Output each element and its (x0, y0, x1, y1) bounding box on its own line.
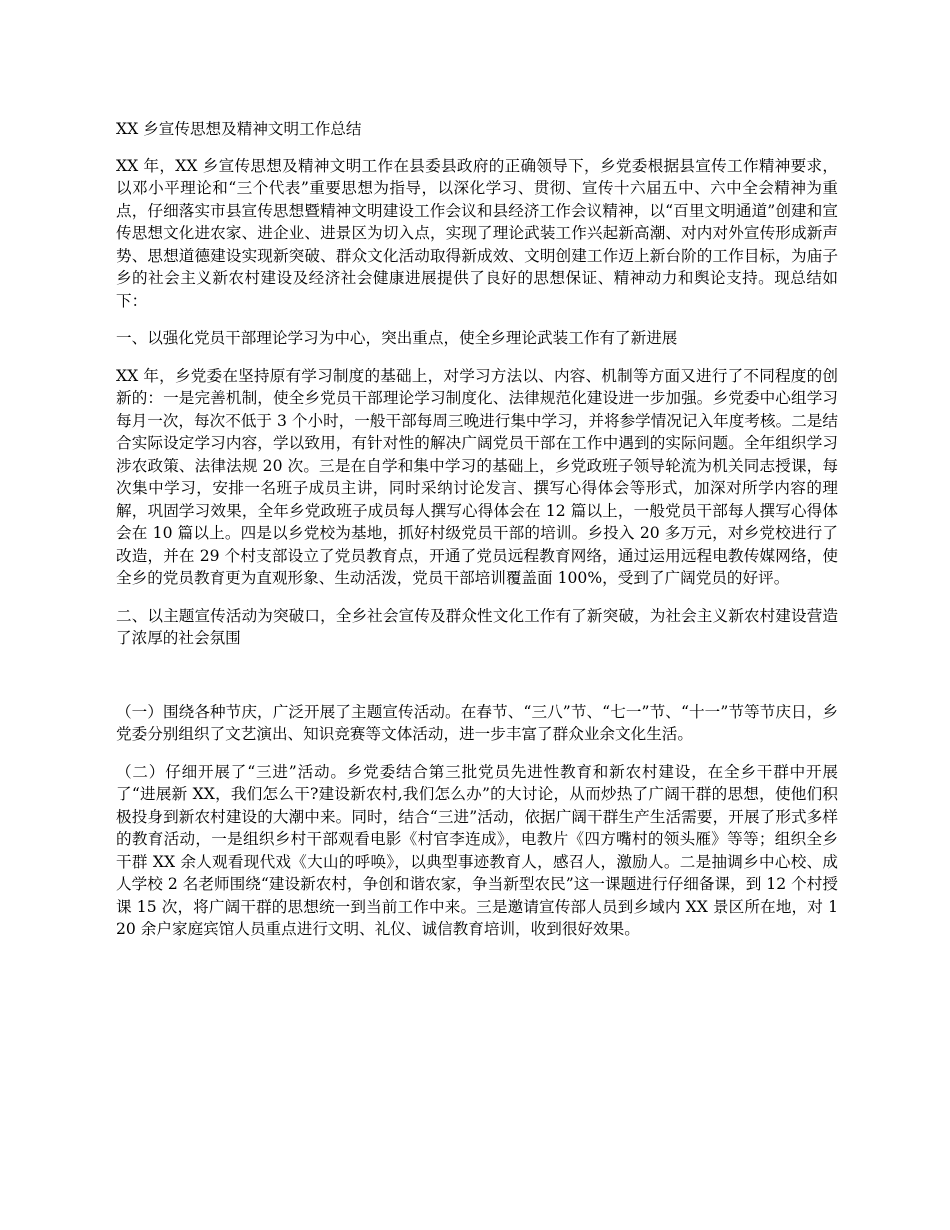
document-title: XX 乡宣传思想及精神文明工作总结 (116, 120, 362, 138)
section-heading-1: 一、以强化党员干部理论学习为中心，突出重点，使全乡理论武装工作有了新进展 (116, 329, 678, 347)
subsection-2-paragraph: （二）仔细开展了“三进”活动。乡党委结合第三批党员先进性教育和新农村建设，在全乡干群中开展了“进展新 XX，我们怎么干?建设新农村,我们怎么办”的大讨论，从而炒热了广阔干群的思想，使他们积极投身到新农村建设的大潮中来。同时，结合“三进”活动，依据广阔干群生产生活需要，开展了形式多样的教育活动，一是组织乡村干部观看电影《村官李连成》，电教片《四方嘴村的领头雁》等等；组织全乡干群 XX 余人观看现代戏《大山的呼唤》，以典型事迹教育人，感召人，激励人。二是抽调乡中心校、成人学校 2 名老师围绕“建设新农村，争创和谐农家，争当新型农民”这一课题进行仔细备课，到 12 个村授课 15 次，将广阔干群的思想统一到当前工作中来。三是邀请宣传部人员到乡域内 XX 景区所在地，对 120 余户家庭宾馆人员重点进行文明、礼仪、诚信教育培训，收到很好效果。 (116, 762, 838, 938)
section-1-paragraph: XX 年，乡党委在坚持原有学习制度的基础上，对学习方法以、内容、机制等方面又进行了不同程度的创新的：一是完善机制，使全乡党员干部理论学习制度化、法律规范化建设进一步加强。乡党委中心组学习每月一次，每次不低于 3 个小时，一般干部每周三晚进行集中学习，并将参学情况记入年度考核。二是结合实际设定学习内容，学以致用，有针对性的解决广阔党员干部在工作中遇到的实际问题。全年组织学习涉农政策、法律法规 20 次。三是在自学和集中学习的基础上，乡党政班子领导轮流为机关同志授课，每次集中学习，安排一名班子成员主讲，同时采纳讨论发言、撰写心得体会等形式，加深对所学内容的理解，巩固学习效果，全年乡党政班子成员每人撰写心得体会在 12 篇以上，一般党员干部每人撰写心得体会在 10 篇以上。四是以乡党校为基地，抓好村级党员干部的培训。乡投入 20 多万元，对乡党校进行了改造，并在 29 个村支部设立了党员教育点，开通了党员远程教育网络，通过运用远程电教传媒网络，使全乡的党员教育更为直观形象、生动活泼，党员干部培训覆盖面 100%，受到了广阔党员的好评。 (116, 366, 838, 587)
document-body (116, 118, 838, 956)
blank-gap (116, 665, 838, 701)
subsection-1-paragraph: （一）围绕各种节庆，广泛开展了主题宣传活动。在春节、“三八”节、“七一”节、“十一”节等节庆日，乡党委分别组织了文艺演出、知识竞赛等文体活动，进一步丰富了群众业余文化生活。 (116, 702, 838, 743)
section-heading-2: 二、以主题宣传活动为突破口，全乡社会宣传及群众性文化工作有了新突破，为社会主义新农村建设营造了浓厚的社会氛围 (116, 606, 838, 647)
intro-paragraph: XX 年，XX 乡宣传思想及精神文明工作在县委县政府的正确领导下，乡党委根据县宣传工作精神要求，以邓小平理论和“三个代表”重要思想为指导，以深化学习、贯彻、宣传十六届五中、六中全会精神为重点，仔细落实市县宣传思想暨精神文明建设工作会议和县经济工作会议精神，以“百里文明通道”创建和宣传思想文化进农家、进企业、进景区为切入点，实现了理论武装工作兴起新高潮、对内对外宣传形成新声势、思想道德建设实现新突破、群众文化活动取得新成效、文明创建工作迈上新台阶的工作目标，为庙子乡的社会主义新农村建设及经济社会健康进展提供了良好的思想保证、精神动力和舆论支持。现总结如下： (116, 156, 838, 310)
